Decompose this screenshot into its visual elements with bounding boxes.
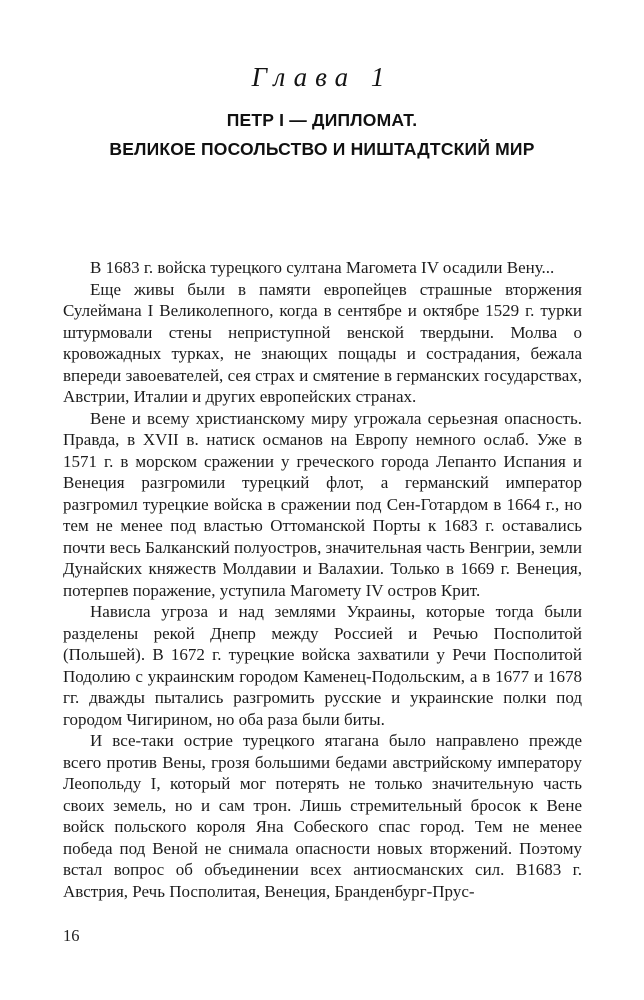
title-line-2: ВЕЛИКОЕ ПОСОЛЬСТВО И НИШТАДТСКИЙ МИР	[109, 139, 535, 159]
paragraph-3: Вене и всему христианскому миру угрожала серьезная опасность. Правда, в XVII в. натиск османов на Европу немного ослаб. Уже в 1571 г. в морском сражении у греческого города Лепанто Испания и Венеция разгромили турецкий флот, а германский император разгромил турецкие войска в сражении под Сен-Готардом в 1664 г., но тем не менее под властью Оттоманской Порты к 1683 г. оставались почти весь Балканский полуостров, значительная часть Венгрии, земли Дунайских княжеств Молдавии и Валахии. Только в 1669 г. Венеция, потерпев поражение, уступила Магомету IV остров Крит.	[63, 408, 582, 600]
paragraph-4: Нависла угроза и над землями Украины, которые тогда были разделены рекой Днепр между Россией и Речью Посполитой (Польшей). В 1672 г. турецкие войска захватили у Речи Посполитой Подолию с украинским городом Каменец-Подольским, а в 1677 и 1678 гг. дважды пытались разгромить русские и украинские полки под городом Чигирином, но оба раза были биты.	[63, 602, 582, 729]
page-title	[0, 106, 644, 164]
title-line-1: ПЕТР I — ДИПЛОМАТ.	[226, 110, 418, 130]
paragraph-2: Еще живы были в памяти европейцев страшные вторжения Сулеймана I Великолепного, когда в сентябре и октябре 1529 г. турки штурмовали стены неприступной венской твердыни. Молва о кровожадных турках, не знающих пощады и сострадания, бежала впереди завоевателей, сея страх и смятение в германских государствах, Австрии, Италии и других европейских странах.	[63, 279, 582, 406]
chapter-heading: Глава 1	[251, 62, 393, 92]
paragraph-1: В 1683 г. войска турецкого султана Магомета IV осадили Вену...	[90, 258, 555, 277]
body-text	[63, 257, 582, 902]
paragraph-5: И все-таки острие турецкого ятагана было направлено прежде всего против Вены, грозя большими бедами австрийскому императору Леопольду I, который мог потерять не только значительную часть своих земель, но и сам трон. Лишь стремительный бросок к Вене войск польского короля Яна Собеского спас город. Тем не менее победа под Веной не снимала опасности новых вторжений. Поэтому встал вопрос об объединении всех антиосманских сил. В1683 г. Австрия, Речь Посполитая, Венеция, Бранденбург-Прус-	[63, 731, 582, 901]
page-number: 16	[63, 926, 80, 945]
